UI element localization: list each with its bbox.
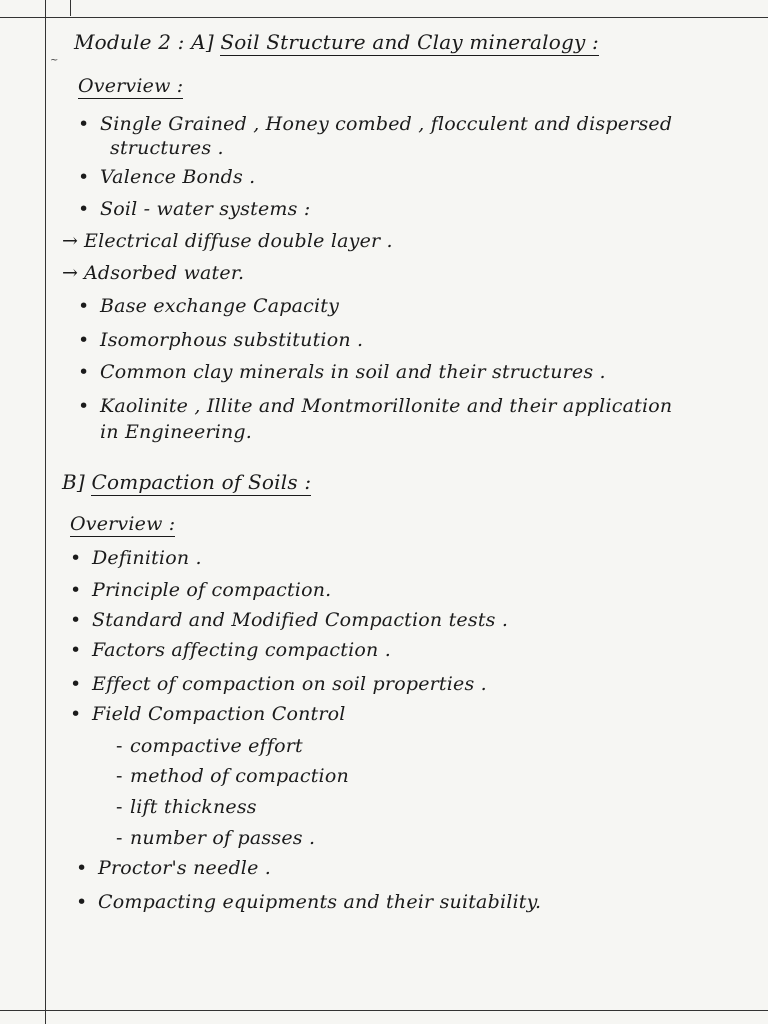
list-item — [70, 672, 487, 696]
module-b-prefix: B] — [62, 470, 85, 494]
bullet-marker: • — [70, 579, 82, 601]
list-item — [70, 546, 202, 570]
list-item-text: compactive effort — [130, 735, 303, 757]
bullet-marker: • — [78, 329, 90, 351]
list-item-text: Soil - water systems : — [100, 198, 311, 220]
list-item-text: Compacting equipments and their suitability. — [98, 891, 542, 913]
list-item-text: Adsorbed water. — [84, 262, 245, 284]
margin-tick-mark: ~ — [50, 55, 59, 66]
list-item-text: Single Grained , Honey combed , flocculent and dispersed — [100, 113, 673, 135]
list-item — [78, 328, 363, 352]
overview-label: Overview : — [78, 75, 184, 97]
list-item-text: Effect of compaction on soil properties . — [92, 673, 487, 695]
bullet-marker: • — [76, 891, 88, 913]
list-item — [78, 294, 339, 318]
sub-list-item — [116, 826, 315, 850]
list-item-text: Base exchange Capacity — [100, 295, 340, 317]
dash-marker: - — [116, 796, 123, 818]
list-item — [78, 112, 672, 136]
list-item-text: structures . — [110, 137, 224, 159]
margin-line — [45, 0, 46, 1024]
module-a-overview-label — [78, 74, 183, 98]
arrow-marker: → — [62, 230, 79, 252]
list-item — [70, 578, 331, 602]
list-item-text: Definition . — [92, 547, 202, 569]
margin-line-top-stub — [70, 0, 71, 16]
list-item — [78, 197, 310, 221]
sub-list-item — [116, 795, 257, 819]
module-b-overview-label — [70, 512, 175, 536]
list-item — [76, 856, 271, 880]
module-a-heading — [74, 30, 599, 54]
module-b-heading — [62, 470, 311, 494]
module-b-title: Compaction of Soils : — [91, 470, 312, 494]
bullet-marker: • — [78, 395, 90, 417]
top-rule-line — [0, 17, 768, 18]
sub-list-item — [116, 764, 349, 788]
list-item — [70, 638, 391, 662]
list-item — [76, 890, 541, 914]
list-item-text: Field Compaction Control — [92, 703, 346, 725]
dash-marker: - — [116, 765, 123, 787]
bullet-marker: • — [70, 673, 82, 695]
dash-marker: - — [116, 827, 123, 849]
bullet-marker: • — [70, 609, 82, 631]
list-item — [70, 608, 508, 632]
bullet-marker: • — [78, 361, 90, 383]
list-item — [70, 702, 346, 726]
list-item-text: Proctor's needle . — [98, 857, 272, 879]
list-item-text: lift thickness — [130, 796, 257, 818]
list-item-text: Isomorphous substitution . — [100, 329, 364, 351]
bullet-marker: • — [78, 295, 90, 317]
list-item — [62, 229, 393, 253]
list-item-text: Electrical diffuse double layer . — [84, 230, 393, 252]
bullet-marker: • — [70, 703, 82, 725]
module-a-title: Soil Structure and Clay mineralogy : — [220, 30, 599, 54]
bullet-marker: • — [78, 113, 90, 135]
bullet-marker: • — [78, 166, 90, 188]
list-item-text: in Engineering. — [100, 421, 253, 443]
list-item-continuation — [100, 420, 252, 444]
list-item-text: number of passes . — [130, 827, 316, 849]
list-item-text: Standard and Modified Compaction tests . — [92, 609, 509, 631]
list-item — [62, 261, 244, 285]
overview-label: Overview : — [70, 513, 176, 535]
list-item-text: Principle of compaction. — [92, 579, 332, 601]
list-item-text: Valence Bonds . — [100, 166, 256, 188]
list-item — [78, 360, 606, 384]
list-item — [78, 165, 255, 189]
module-a-prefix: Module 2 : A] — [74, 30, 214, 54]
list-item-continuation — [110, 136, 224, 160]
bottom-rule-line — [0, 1010, 768, 1011]
dash-marker: - — [116, 735, 123, 757]
bullet-marker: • — [76, 857, 88, 879]
list-item-text: method of compaction — [130, 765, 349, 787]
bullet-marker: • — [78, 198, 90, 220]
sub-list-item — [116, 734, 303, 758]
arrow-marker: → — [62, 262, 79, 284]
list-item-text: Factors affecting compaction . — [92, 639, 391, 661]
list-item — [78, 394, 672, 418]
list-item-text: Kaolinite , Illite and Montmorillonite and their application — [100, 395, 673, 417]
bullet-marker: • — [70, 639, 82, 661]
list-item-text: Common clay minerals in soil and their structures . — [100, 361, 606, 383]
bullet-marker: • — [70, 547, 82, 569]
